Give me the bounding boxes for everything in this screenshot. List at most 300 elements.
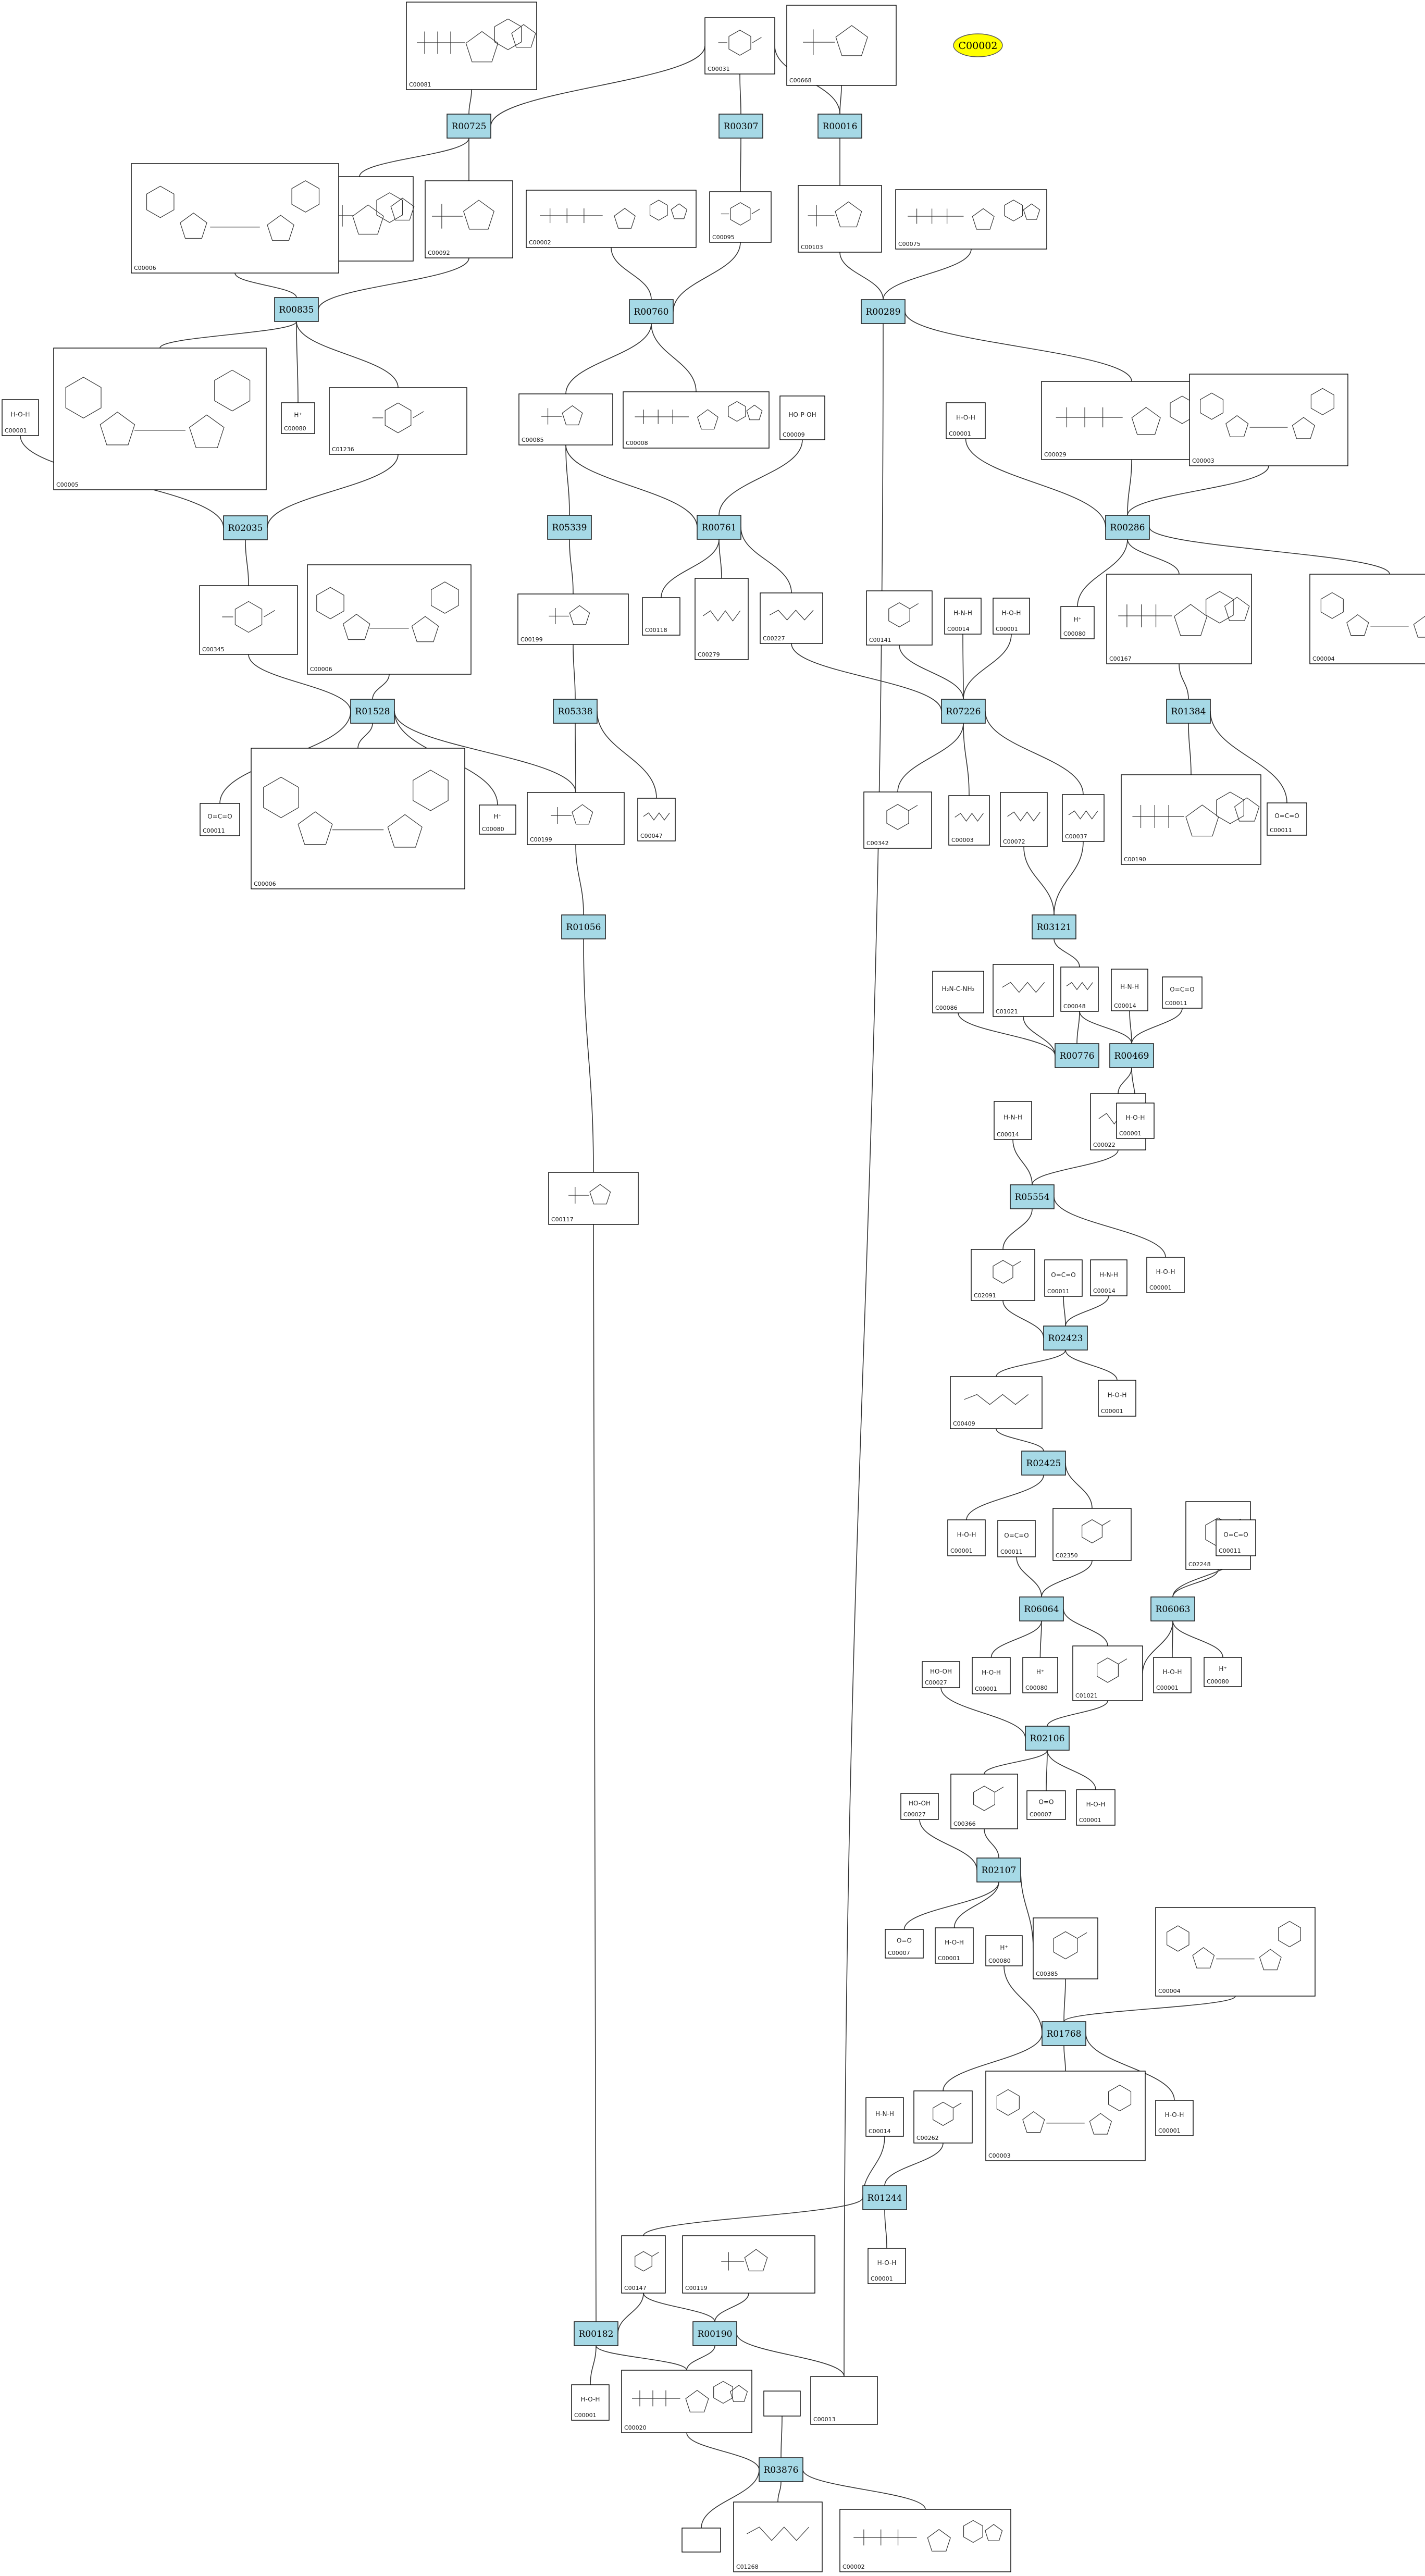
pathway-edge <box>719 539 722 578</box>
pathway-edge <box>1179 664 1188 699</box>
pathway-edge <box>840 85 841 114</box>
water-icon <box>581 2396 600 2403</box>
reaction-node[interactable] <box>1044 1326 1087 1350</box>
compound-id: C00001 <box>5 427 27 434</box>
reaction-node[interactable] <box>759 2458 803 2482</box>
pathway-edge <box>1047 1701 1108 1726</box>
compound-formula: H-O-H <box>877 2259 897 2267</box>
compound-node[interactable] <box>993 964 1054 1017</box>
reaction-node[interactable] <box>1042 2022 1086 2046</box>
compound-id: C01268 <box>736 2563 759 2570</box>
reaction-id: R00286 <box>1110 523 1145 533</box>
reaction-id: R02106 <box>1030 1733 1065 1744</box>
compound-formula: O=C=O <box>1004 1532 1029 1539</box>
compound-node[interactable] <box>971 1249 1035 1301</box>
pathway-edge <box>1065 1296 1109 1326</box>
compound-node[interactable] <box>131 164 339 273</box>
pathway-edge <box>958 1013 1055 1056</box>
compound-node[interactable] <box>1154 1657 1191 1693</box>
reaction-id: R00307 <box>723 121 759 132</box>
compound-node[interactable] <box>2 400 39 436</box>
reaction-node[interactable] <box>693 2322 737 2346</box>
compound-node[interactable] <box>972 1657 1010 1694</box>
compound-id: C00002 <box>529 239 551 246</box>
compound-node[interactable] <box>949 796 989 845</box>
compound-id: C00011 <box>203 827 225 834</box>
compound-node[interactable] <box>986 2071 1145 2161</box>
reaction-node[interactable] <box>275 298 318 321</box>
pathway-edge <box>715 2293 749 2322</box>
water-icon <box>11 411 30 418</box>
compound-node[interactable] <box>1162 977 1202 1008</box>
pathway-edge <box>883 249 971 300</box>
pathway-edge <box>1065 1463 1092 1508</box>
pathway-edge <box>1127 539 1179 574</box>
compound-box <box>1033 1918 1098 1979</box>
water-icon <box>1163 1668 1182 1676</box>
water-icon <box>1126 1114 1145 1121</box>
proton-icon <box>1219 1665 1226 1673</box>
compound-node[interactable] <box>866 591 932 645</box>
compound-box <box>798 185 882 252</box>
compound-node[interactable] <box>998 1520 1035 1557</box>
reaction-id: R05338 <box>557 707 593 717</box>
highlight-node[interactable] <box>953 34 1002 57</box>
pathway-edge <box>687 2433 759 2470</box>
compound-node[interactable] <box>622 2370 752 2433</box>
compound-node[interactable] <box>1045 1260 1082 1296</box>
compound-node[interactable] <box>281 403 315 434</box>
compound-node[interactable] <box>518 594 628 645</box>
co2-icon <box>1223 1531 1248 1539</box>
compound-id: C00092 <box>428 250 450 256</box>
compound-id: C00366 <box>953 1820 976 1827</box>
compound-node[interactable] <box>993 598 1030 634</box>
compound-id: C02248 <box>1188 1561 1211 1568</box>
pathway-edge <box>673 242 740 312</box>
compound-formula: H⁺ <box>1000 1944 1008 1951</box>
compound-id: C01236 <box>332 446 354 453</box>
compound-node[interactable] <box>251 748 465 889</box>
reaction-id: R00469 <box>1114 1051 1149 1061</box>
pathway-edge <box>1032 1150 1118 1185</box>
compound-id: C00199 <box>521 636 543 643</box>
compound-box <box>1107 574 1251 664</box>
reaction-node[interactable] <box>977 1858 1021 1882</box>
compound-id: C00385 <box>1036 1971 1058 1977</box>
compound-node[interactable] <box>549 1172 638 1224</box>
pathway-edge <box>1023 1017 1055 1056</box>
compound-node[interactable] <box>1076 1790 1115 1825</box>
compound-node[interactable] <box>200 586 298 654</box>
compounds-layer <box>2 2 1425 2572</box>
compound-id: C00006 <box>254 881 276 887</box>
compound-node[interactable] <box>901 1793 938 1819</box>
pathway-edge <box>611 247 651 300</box>
reaction-node[interactable] <box>719 114 763 138</box>
reaction-node[interactable] <box>351 699 394 723</box>
reaction-node[interactable] <box>1020 1597 1063 1621</box>
pathway-edge <box>1017 1557 1042 1597</box>
co2-icon <box>1274 812 1299 820</box>
compound-box <box>251 748 465 889</box>
pathway-edge <box>941 1688 1025 1738</box>
compound-node[interactable] <box>922 1662 960 1688</box>
compound-node[interactable] <box>798 185 882 252</box>
compound-node[interactable] <box>734 2502 822 2572</box>
water-icon <box>1108 1392 1127 1399</box>
pathway-edge <box>1188 723 1191 775</box>
pathway-edge <box>573 645 575 699</box>
pathway-edge <box>575 723 576 792</box>
compound-formula: H⁺ <box>294 411 302 419</box>
compound-node[interactable] <box>945 598 981 634</box>
compound-id: C00080 <box>1207 1678 1229 1685</box>
compound-box <box>329 388 467 454</box>
pathway-edge <box>791 643 941 711</box>
pathway-edge <box>1127 460 1132 515</box>
compound-id: C00014 <box>869 2128 891 2135</box>
compound-id: C02091 <box>974 1292 996 1299</box>
ammonia-icon <box>1120 983 1139 990</box>
compound-formula: HO-P-OH <box>788 411 816 418</box>
reaction-node[interactable] <box>697 515 741 539</box>
compound-node[interactable] <box>527 792 624 845</box>
pathway-edge <box>984 1750 1047 1774</box>
compound-box <box>1121 775 1261 864</box>
reaction-node[interactable] <box>1151 1597 1195 1621</box>
pathway-edge <box>1064 2046 1065 2071</box>
peroxide-icon <box>930 1668 952 1675</box>
compound-id: C00147 <box>624 2285 647 2292</box>
reaction-node[interactable] <box>1032 915 1076 939</box>
oxygen-icon <box>1039 1799 1054 1806</box>
reaction-node[interactable] <box>861 300 905 324</box>
compound-node[interactable] <box>764 2391 800 2416</box>
pathway-edge <box>904 1882 999 1929</box>
compound-node[interactable] <box>519 394 613 445</box>
compound-formula: H-N-H <box>1099 1271 1118 1279</box>
compound-id: C00080 <box>1063 630 1086 637</box>
pathway-edge <box>1064 1996 1235 2022</box>
compound-node[interactable] <box>933 971 984 1013</box>
compound-id: C00072 <box>1003 838 1025 845</box>
compound-node[interactable] <box>1033 1918 1098 1979</box>
reaction-node[interactable] <box>1022 1451 1065 1475</box>
peroxide-icon <box>909 1800 931 1807</box>
pathway-edge <box>651 324 696 392</box>
pathway-edge <box>1127 466 1269 515</box>
compound-formula: HO-OH <box>930 1668 952 1675</box>
compound-node[interactable] <box>200 803 240 836</box>
compound-formula: H-O-H <box>580 2396 600 2403</box>
compound-formula: O=O <box>897 1937 912 1945</box>
pathway-edge <box>597 711 656 798</box>
compound-id: C00075 <box>898 241 921 247</box>
compound-id: C00011 <box>1000 1549 1023 1555</box>
compound-node[interactable] <box>1117 1103 1154 1138</box>
compound-id: C00006 <box>310 666 332 673</box>
compound-node[interactable] <box>406 2 537 90</box>
pathway-edge <box>318 258 469 309</box>
compound-id: C02350 <box>1056 1552 1078 1559</box>
compound-node[interactable] <box>705 18 775 74</box>
compound-node[interactable] <box>1310 574 1425 664</box>
pathway-edge <box>235 273 296 298</box>
compound-id: C00014 <box>1093 1287 1116 1294</box>
pathway-edge <box>1013 1140 1032 1185</box>
reaction-id: R06063 <box>1155 1604 1191 1615</box>
reaction-id: R01768 <box>1046 2029 1082 2039</box>
compound-node[interactable] <box>1111 969 1148 1011</box>
compound-id: C00001 <box>996 626 1018 633</box>
compound-formula: O=O <box>1038 1798 1054 1806</box>
reaction-node[interactable] <box>1010 1185 1054 1209</box>
compound-formula: H-N-H <box>1003 1113 1022 1121</box>
compound-node[interactable] <box>683 2236 815 2293</box>
compound-node[interactable] <box>1204 1657 1242 1687</box>
compound-node[interactable] <box>329 388 467 454</box>
pathway-edge <box>593 1224 596 2322</box>
reaction-node[interactable] <box>1106 515 1149 539</box>
pathway-edge <box>985 711 1083 795</box>
compound-node[interactable] <box>1000 792 1047 847</box>
compound-node[interactable] <box>994 1101 1032 1140</box>
compound-id: C00001 <box>1079 1817 1101 1824</box>
pathway-edge <box>267 454 398 528</box>
compound-id: C01021 <box>1075 1692 1098 1699</box>
water-icon <box>877 2259 897 2267</box>
pathway-edge <box>1172 1621 1173 1657</box>
compound-node[interactable] <box>986 1936 1022 1966</box>
compound-node[interactable] <box>787 5 896 85</box>
compound-node[interactable] <box>760 593 823 643</box>
reaction-id: R00725 <box>451 121 487 132</box>
pathway-edge <box>618 2293 643 2334</box>
compound-node[interactable] <box>1156 2100 1193 2136</box>
reaction-node[interactable] <box>1167 699 1210 723</box>
compound-id: C00014 <box>997 1131 1019 1138</box>
compound-node[interactable] <box>1023 1657 1058 1693</box>
pathway-edge <box>1047 1750 1096 1790</box>
compound-node[interactable] <box>1156 1908 1315 1996</box>
compound-id: C00167 <box>1109 655 1132 662</box>
compound-formula: H-O-H <box>1162 1668 1182 1676</box>
reaction-node[interactable] <box>548 515 591 539</box>
compound-node[interactable] <box>950 1377 1042 1429</box>
compound-id: C00001 <box>574 2412 597 2419</box>
compound-formula: H-O-H <box>956 414 975 422</box>
compound-node[interactable] <box>1098 1380 1136 1416</box>
water-icon <box>1156 1268 1175 1275</box>
pathway-edge <box>566 324 651 394</box>
compound-id: C00001 <box>1156 1685 1179 1691</box>
reaction-node[interactable] <box>863 2186 907 2210</box>
water-icon <box>1165 2111 1184 2119</box>
pathway-edge <box>358 723 373 748</box>
compound-id: C00027 <box>925 1679 947 1686</box>
pathway-edge <box>1132 1008 1182 1044</box>
compound-node[interactable] <box>425 181 513 258</box>
compound-node[interactable] <box>1062 795 1104 841</box>
compound-box <box>764 2391 800 2416</box>
reaction-id: R05339 <box>552 523 587 533</box>
compound-node[interactable] <box>948 1520 985 1556</box>
compound-node[interactable] <box>951 1774 1018 1829</box>
co2-icon <box>1004 1532 1029 1539</box>
compound-id: C00001 <box>950 1547 973 1554</box>
compound-node[interactable] <box>1107 574 1251 664</box>
compound-id: C00011 <box>1270 827 1292 834</box>
compound-node[interactable] <box>1027 1791 1065 1819</box>
pathway-edge <box>1063 1296 1065 1326</box>
pathway-edge <box>360 138 469 177</box>
pathway-edge <box>576 845 584 915</box>
pathway-edge <box>840 252 883 300</box>
compound-node[interactable] <box>307 565 471 674</box>
compound-node[interactable] <box>526 190 696 247</box>
compound-id: C00007 <box>888 1950 910 1956</box>
compound-node[interactable] <box>780 396 825 440</box>
compound-id: C00119 <box>685 2285 708 2292</box>
reaction-node[interactable] <box>447 114 491 138</box>
reaction-node[interactable] <box>574 2322 618 2346</box>
compound-id: C00081 <box>409 81 431 88</box>
compound-node[interactable] <box>914 2091 972 2143</box>
compound-node[interactable] <box>642 598 680 635</box>
compound-id: C01021 <box>996 1008 1018 1015</box>
compound-node[interactable] <box>1061 606 1094 639</box>
reaction-id: R01056 <box>566 922 601 933</box>
compound-box <box>406 2 537 90</box>
compound-id: C00085 <box>522 437 544 443</box>
compound-id: C00009 <box>783 431 805 438</box>
compound-node[interactable] <box>868 2248 906 2284</box>
compound-node[interactable] <box>896 190 1047 249</box>
pathway-edge <box>373 674 389 699</box>
compound-node[interactable] <box>479 805 516 834</box>
reaction-id: R02423 <box>1048 1333 1083 1344</box>
pathway-edge <box>245 540 249 586</box>
pathway-edge <box>687 2346 715 2370</box>
compound-node[interactable] <box>1091 1260 1127 1296</box>
compound-node[interactable] <box>54 348 266 490</box>
pathway-edge <box>1024 847 1054 915</box>
compound-node[interactable] <box>811 2376 877 2424</box>
reaction-node[interactable] <box>941 699 985 723</box>
compound-node[interactable] <box>935 1928 973 1963</box>
phosphate-icon <box>788 411 816 418</box>
compound-id: C00031 <box>708 66 730 72</box>
compound-node[interactable] <box>572 2385 609 2420</box>
compound-id: C00080 <box>1025 1685 1048 1691</box>
ammonia-icon <box>1003 1114 1022 1121</box>
compound-id: C00001 <box>975 1686 997 1692</box>
ammonia-icon <box>953 610 972 617</box>
reaction-id: R01528 <box>355 707 390 717</box>
pathway-edge <box>1077 1011 1080 1044</box>
reaction-node[interactable] <box>818 114 862 138</box>
compound-node[interactable] <box>623 392 769 448</box>
compound-node[interactable] <box>885 1929 923 1958</box>
compound-node[interactable] <box>1189 374 1348 466</box>
compound-formula: O=C=O <box>207 813 232 820</box>
compound-formula: H-O-H <box>1156 1268 1175 1275</box>
reaction-node[interactable] <box>1025 1726 1069 1750</box>
compound-node[interactable] <box>622 2236 665 2293</box>
pathway-edge <box>905 312 1132 381</box>
pathway-edge <box>1080 1011 1132 1044</box>
compound-formula: H⁺ <box>1036 1668 1045 1676</box>
urea-icon <box>942 985 975 993</box>
reaction-node[interactable] <box>629 300 673 324</box>
compound-node[interactable] <box>864 792 932 848</box>
proton-icon <box>1036 1668 1044 1676</box>
pathway-edge <box>1003 1301 1044 1338</box>
ammonia-icon <box>875 2110 894 2117</box>
pathway-edge <box>898 723 963 792</box>
pathway-edge <box>469 90 472 114</box>
compound-node[interactable] <box>840 2509 1011 2572</box>
compound-node[interactable] <box>1267 803 1307 835</box>
compound-node[interactable] <box>682 2528 721 2552</box>
compound-node[interactable] <box>866 2098 903 2136</box>
reaction-node[interactable] <box>562 915 605 939</box>
compound-node[interactable] <box>695 578 748 660</box>
compound-node[interactable] <box>638 798 675 841</box>
reaction-id: R07226 <box>946 707 981 717</box>
compound-node[interactable] <box>1073 1646 1143 1701</box>
pathway-edge <box>584 939 593 1172</box>
compound-id: C00020 <box>624 2424 647 2431</box>
pathway-edge <box>984 1829 999 1858</box>
compound-id: C00037 <box>1065 833 1087 840</box>
compound-id: C00103 <box>801 244 823 251</box>
pathway-edge <box>1054 841 1083 915</box>
compound-node[interactable] <box>1053 1508 1131 1561</box>
reaction-node[interactable] <box>224 516 267 540</box>
compound-node[interactable] <box>1061 967 1098 1011</box>
compound-box <box>131 164 339 273</box>
compound-id: C00011 <box>1165 1000 1187 1007</box>
reaction-node[interactable] <box>553 699 597 723</box>
compound-node[interactable] <box>946 403 985 439</box>
reaction-node[interactable] <box>1055 1044 1099 1068</box>
pathway-edge <box>1046 1750 1047 1791</box>
reaction-node[interactable] <box>1110 1044 1154 1068</box>
pathway-edge <box>955 1882 999 1928</box>
compound-node[interactable] <box>710 192 771 242</box>
compound-id: C00004 <box>1158 1988 1181 1995</box>
pathway-edge <box>966 1475 1044 1520</box>
compound-formula: O=C=O <box>1274 812 1299 820</box>
reaction-id: R00761 <box>701 523 737 533</box>
oxygen-icon <box>897 1937 912 1945</box>
compound-id: C00342 <box>866 840 889 847</box>
compound-box <box>986 2071 1145 2161</box>
compound-node[interactable] <box>1147 1257 1184 1293</box>
compound-node[interactable] <box>1121 775 1261 864</box>
compound-box <box>307 565 471 674</box>
compound-formula: H-O-H <box>1125 1114 1145 1121</box>
pathway-edge <box>1149 527 1390 574</box>
proton-icon <box>1073 616 1081 623</box>
compound-node[interactable] <box>1216 1520 1256 1556</box>
compound-box <box>1310 574 1425 664</box>
compound-id: C00001 <box>1119 1130 1142 1137</box>
pathway-edge <box>963 723 969 796</box>
compound-id: C00668 <box>789 77 812 84</box>
